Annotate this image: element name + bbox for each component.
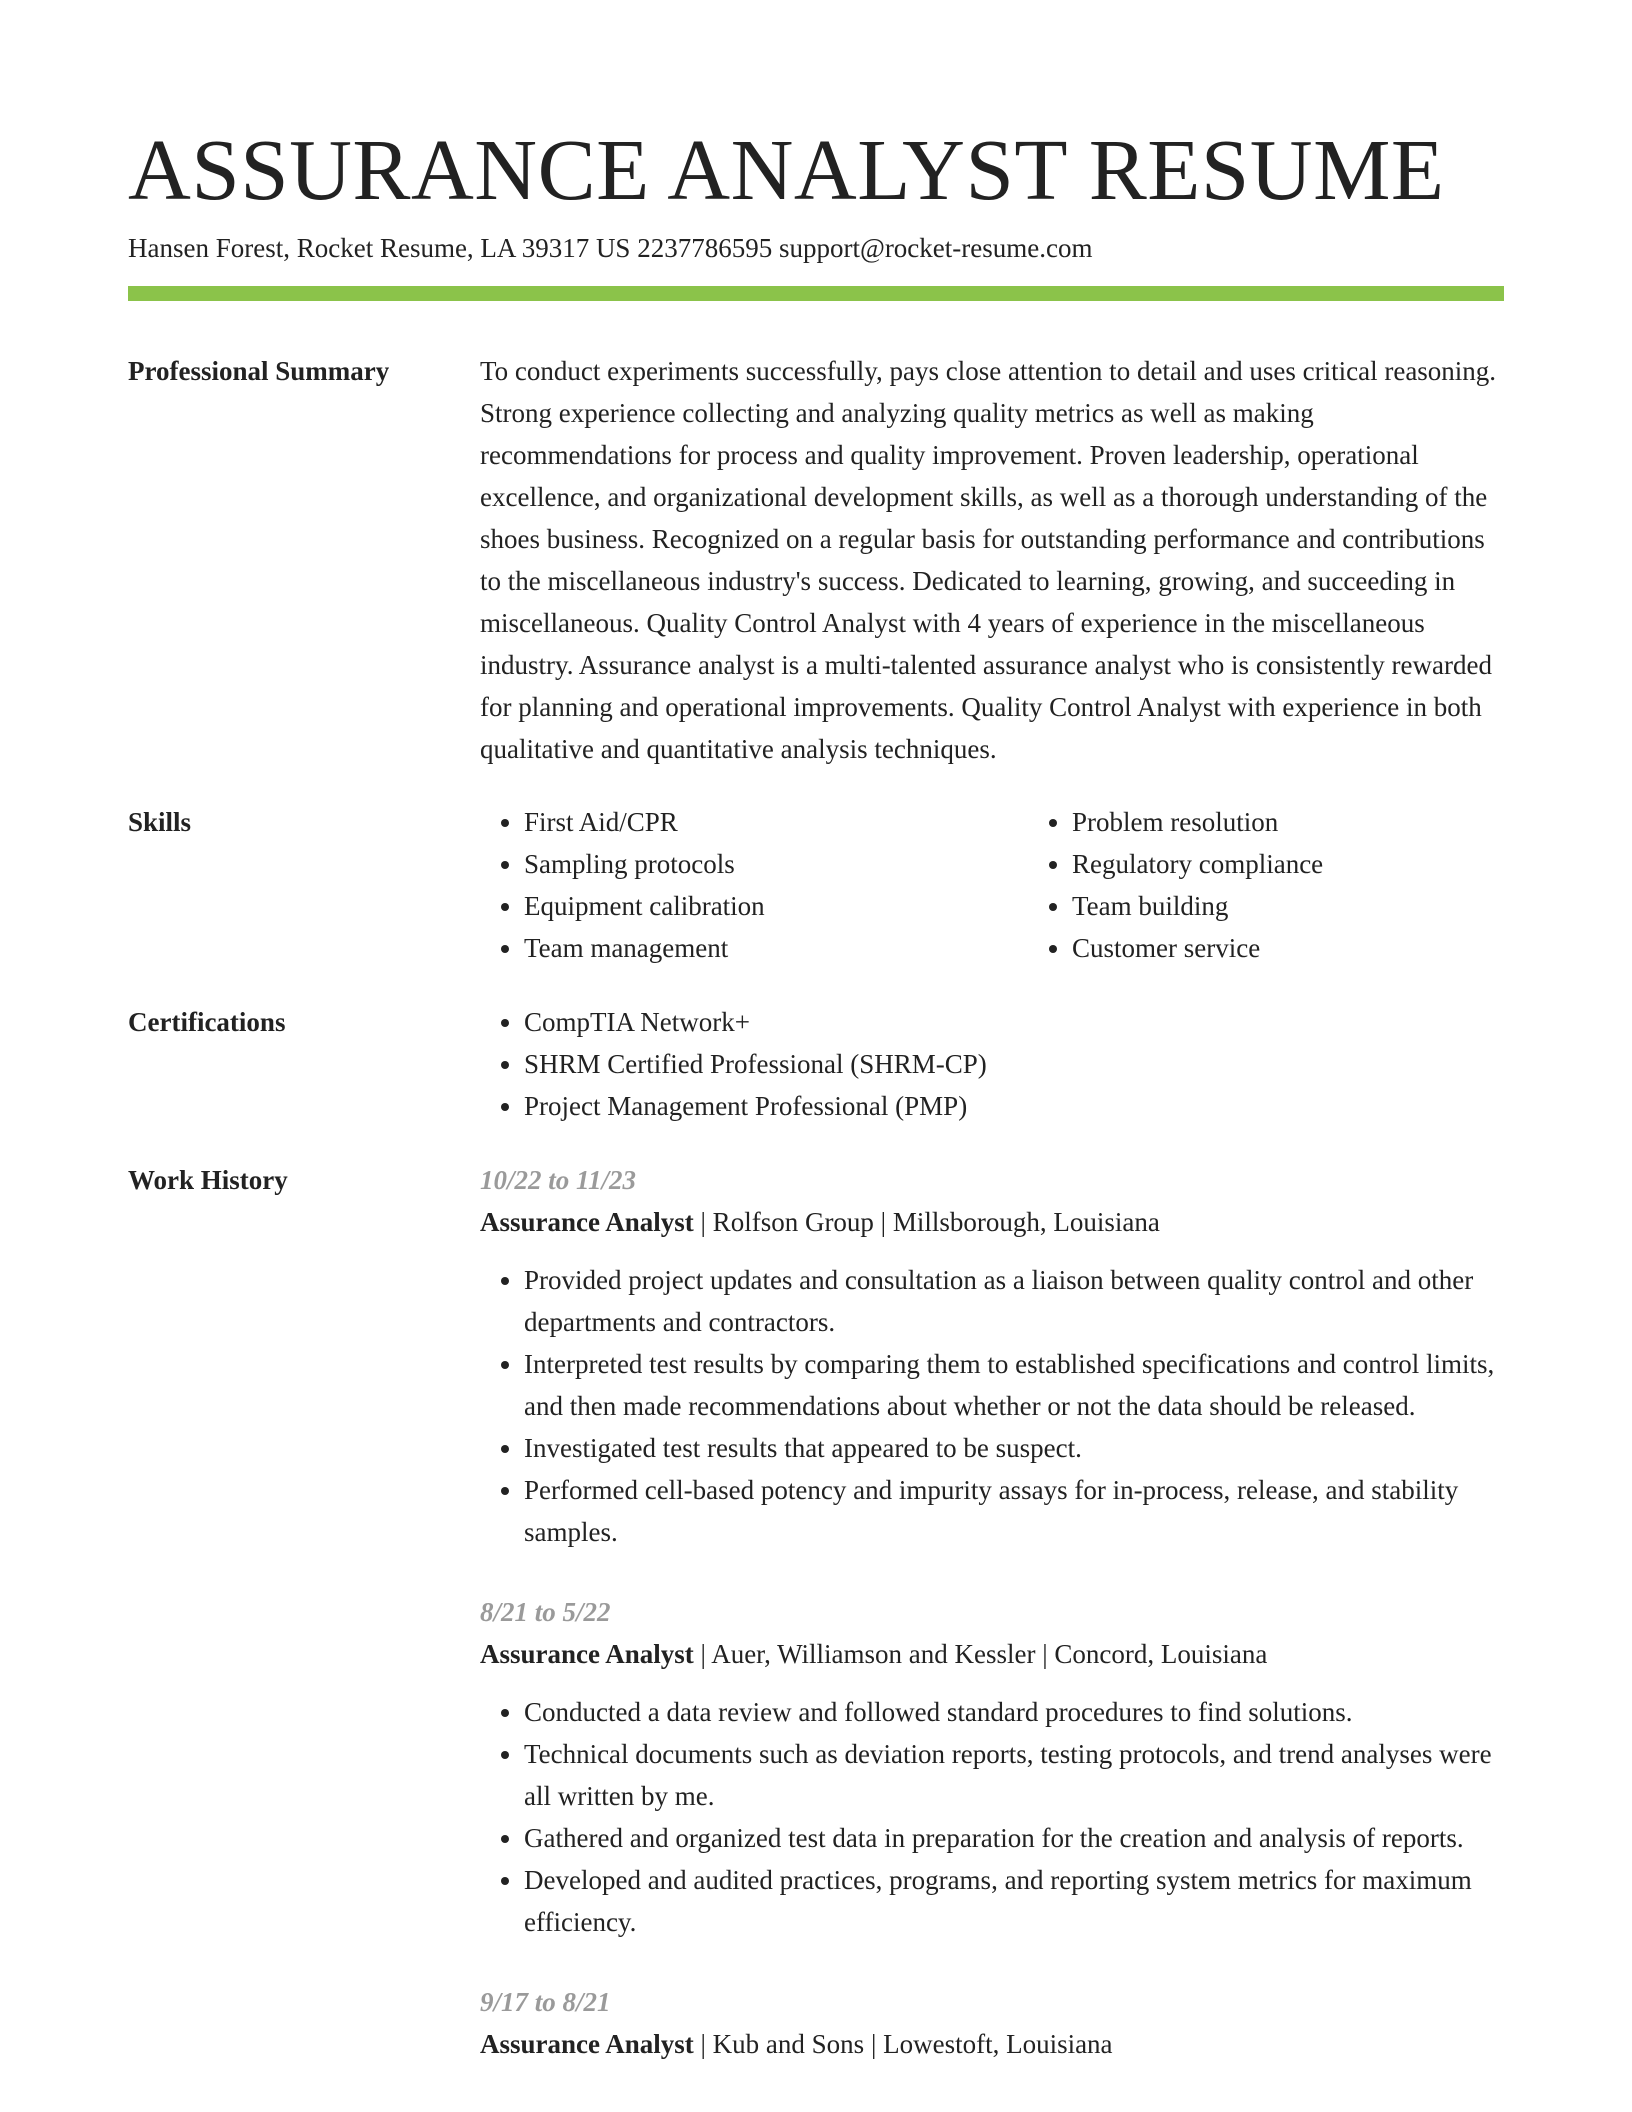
skill-item: • Team building [1072, 885, 1532, 927]
section-label-certifications: Certifications [128, 1007, 286, 1037]
section-label-work-history: Work History [128, 1165, 288, 1195]
skill-item: • Problem resolution [1072, 801, 1532, 843]
job-heading [480, 1201, 1504, 1243]
job-entry [480, 1159, 1504, 1553]
job-bullet: • Gathered and organized test data in preparation for the creation and analysis of reports. [524, 1817, 1504, 1859]
skills-list-right [1028, 801, 1532, 969]
job-entry [480, 1981, 1504, 2065]
job-bullet: • Conducted a data review and followed standard procedures to find solutions. [524, 1691, 1504, 1733]
job-bullets [480, 1259, 1504, 1553]
job-details: | Rolfson Group | Millsborough, Louisiana [693, 1207, 1160, 1237]
certification-item: • CompTIA Network+ [524, 1001, 1504, 1043]
contact-line: Hansen Forest, Rocket Resume, LA 39317 US 2237786595 support@rocket-resume.com [128, 233, 1093, 263]
skill-item: • Sampling protocols [524, 843, 984, 885]
skill-item: • Equipment calibration [524, 885, 984, 927]
skills-list-left [480, 801, 984, 969]
skill-item: • Team management [524, 927, 984, 969]
job-bullet: • Investigated test results that appeared to be suspect. [524, 1427, 1504, 1469]
job-heading [480, 1633, 1504, 1675]
job-dates: 8/21 to 5/22 [480, 1597, 611, 1627]
job-bullet: • Developed and audited practices, programs, and reporting system metrics for maximum efficiency. [524, 1859, 1504, 1943]
summary-text: To conduct experiments successfully, pays close attention to detail and uses critical reasoning. Strong experience collecting and analyzing quality metrics as well as making recommendations for process and quality improvement. Proven leadership, operational excellence, and organizational development skills, as well as a thorough understanding of the shoes business. Recognized on a regular basis for outstanding performance and contributions to the miscellaneous industry's success. Dedicated to learning, growing, and succeeding in miscellaneous. Quality Control Analyst with 4 years of experience in the miscellaneous industry. Assurance analyst is a multi-talented assurance analyst who is consistently rewarded for planning and operational improvements. Quality Control Analyst with experience in both qualitative and quantitative analysis techniques. [480, 356, 1497, 764]
job-details: | Auer, Williamson and Kessler | Concord, Louisiana [693, 1639, 1268, 1669]
section-label-summary: Professional Summary [128, 356, 390, 386]
job-title: Assurance Analyst [480, 1639, 694, 1669]
resume-title: ASSURANCE ANALYST RESUME [128, 121, 1445, 218]
job-title: Assurance Analyst [480, 2029, 694, 2059]
certifications-list [480, 1001, 1504, 1127]
job-bullet: • Performed cell-based potency and impurity assays for in-process, release, and stability samples. [524, 1469, 1504, 1553]
job-bullet: • Provided project updates and consultation as a liaison between quality control and other departments and contractors. [524, 1259, 1504, 1343]
job-dates: 10/22 to 11/23 [480, 1165, 637, 1195]
job-details: | Kub and Sons | Lowestoft, Louisiana [693, 2029, 1113, 2059]
job-dates: 9/17 to 8/21 [480, 1987, 611, 2017]
job-title: Assurance Analyst [480, 1207, 694, 1237]
certification-item: • Project Management Professional (PMP) [524, 1085, 1504, 1127]
job-bullet: • Technical documents such as deviation reports, testing protocols, and trend analyses were all written by me. [524, 1733, 1504, 1817]
job-entry [480, 1591, 1504, 1943]
skill-item: • Regulatory compliance [1072, 843, 1532, 885]
job-heading [480, 2023, 1504, 2065]
job-bullet: • Interpreted test results by comparing them to established specifications and control limits, and then made recommendations about whether or not the data should be released. [524, 1343, 1504, 1427]
section-label-skills: Skills [128, 807, 192, 837]
skill-item: • Customer service [1072, 927, 1532, 969]
job-bullets [480, 1691, 1504, 1943]
skill-item: • First Aid/CPR [524, 801, 984, 843]
certification-item: • SHRM Certified Professional (SHRM-CP) [524, 1043, 1504, 1085]
accent-divider [128, 286, 1504, 301]
skills-columns [480, 801, 1504, 969]
